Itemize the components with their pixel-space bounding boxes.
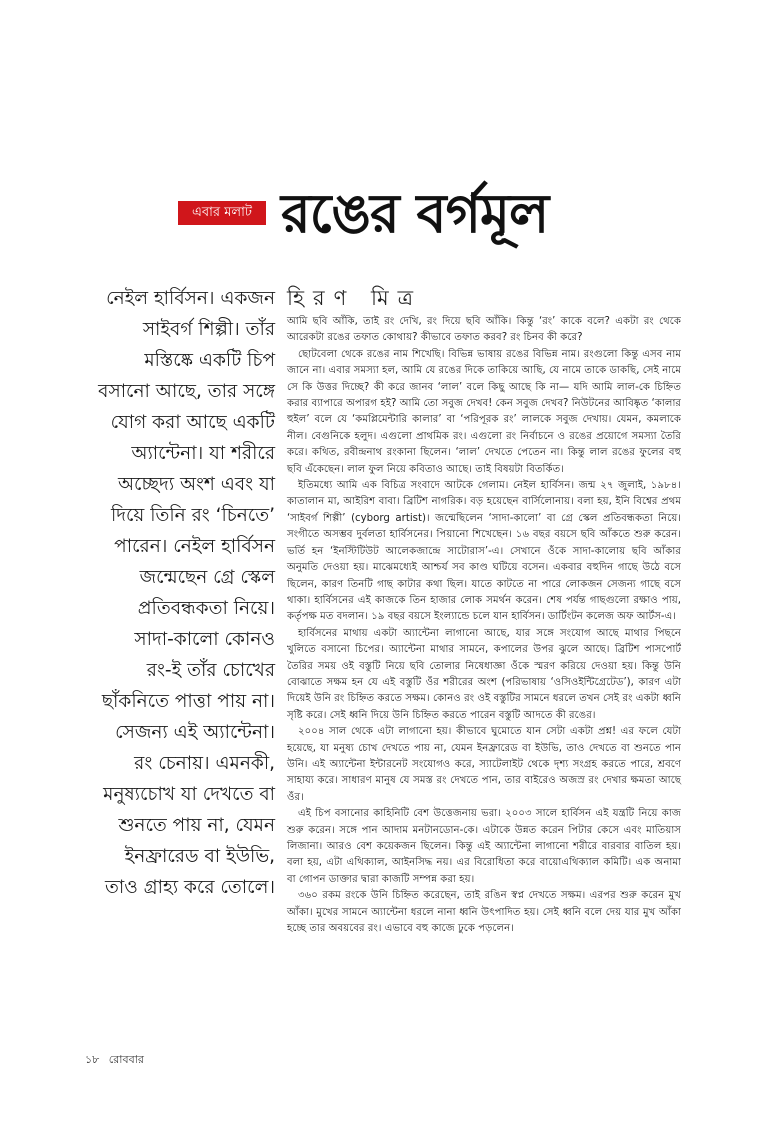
pull-quote-line: রং-ই তাঁর চোখের xyxy=(146,660,275,681)
pull-quote-line: ছাঁকনিতে পাত্তা পায় না। xyxy=(101,691,275,712)
pull-quote-line: অচ্ছেদ্য অংশ এবং যা xyxy=(118,474,275,495)
pull-quote-line: প্রতিবন্ধকতা নিয়ে। xyxy=(137,598,275,619)
pull-quote-line: বসানো আছে, তার সঙ্গে xyxy=(98,381,275,402)
section-kicker-badge: এবার মলাট xyxy=(178,201,266,225)
pull-quote-line: অ্যান্টেনা। যা শরীরে xyxy=(131,443,275,464)
pull-quote-line: নেইল হার্বিসন। একজন xyxy=(106,288,275,309)
pull-quote-line: জন্মেছেন গ্রে স্কেল xyxy=(139,567,275,588)
body-paragraph: হার্বিসনের মাথায় একটা অ্যান্টেনা লাগানো আছে, যার সঙ্গে সংযোগ আছে মাথার পিছনে খুলিতে বসানো চিপের। অ্যান্টেনা মাথার সামনে, কপালের উপর ঝুলে আছে। ব্রিটিশ পাসপোর্ট তৈরির সময় ওই বস্তুটি নিয়ে ছবি তোলার নিষেধাজ্ঞা ওঁকে স্মরণ করিয়ে দেওয়া হয়। কিন্তু উনি বোঝাতে সক্ষম হন যে এই বস্তুটি ওঁর শরীরের অংশ (পরিভাষায় ‘ওসিওইন্টিগ্রেটেড’), কারণ এটা দিয়েই উনি রং চিহ্নিত করতে সক্ষম। কোনও রং ওই বস্তুটির সামনে ধরলে তখন সেই রং একটা ধ্বনি সৃষ্টি করে। সেই ধ্বনি দিয়ে উনি চিহ্নিত করতে পারেন বস্তুটি আদতে কী রঙের। xyxy=(287,627,681,721)
article-title: রঙের বর্গমূল xyxy=(281,182,549,245)
page-footer xyxy=(85,1052,144,1068)
pull-quote-line: যোগ করা আছে একটি xyxy=(110,412,275,433)
pull-quote-line: সাদা-কালো কোনও xyxy=(134,629,275,650)
pull-quote-line: পারেন। নেইল হার্বিসন xyxy=(114,536,275,557)
pull-quote xyxy=(75,283,275,903)
pull-quote-line: তাও গ্রাহ্য করে তোলে। xyxy=(105,877,275,898)
pull-quote-line: শুনতে পায় না, যেমন xyxy=(118,815,275,836)
pull-quote-line: মনুষ্যচোখ যা দেখতে বা xyxy=(103,784,275,805)
body-paragraph: আমি ছবি আঁকি, তাই রং দেখি, রং দিয়ে ছবি আঁকি। কিন্তু ‘রং’ কাকে বলে? একটা রং থেকে আরেকটা রঙের তফাত কোথায়? কীভাবে তফাত করব? রং চিনব কী করে? xyxy=(287,316,681,344)
pull-quote-line: সেজন্য এই অ্যান্টেনা। xyxy=(115,722,275,743)
page-number: ১৮ xyxy=(85,1053,100,1066)
pull-quote-line: রং চেনায়। এমনকী, xyxy=(134,753,275,774)
pull-quote-line: মস্তিষ্কে একটি চিপ xyxy=(144,350,275,371)
author-byline: হিরণ মিত্র xyxy=(287,286,423,310)
pull-quote-line: ইনফ্রারেড বা ইউভি, xyxy=(124,846,275,867)
pull-quote-line: দিয়ে তিনি রং ‘চিনতে’ xyxy=(110,505,275,526)
body-paragraph: ছোটবেলা থেকে রঙের নাম শিখেছি। বিভিন্ন ভাষায় রঙের বিভিন্ন নাম। রংগুলো কিন্তু এসব নাম জানে না। এবার সমস্যা হল, আমি যে রঙের দিকে তাকিয়ে আছি, যে নামে তাকে ডাকছি, সেই নামে সে কি উত্তর দিচ্ছে? কী করে জানব ‘লাল’ বলে কিছু আছে কি না— যদি আমি লাল-কে চিহ্নিত করার ব্যাপারে অপারগ হই? আমি তো সবুজ দেখব! কেন সবুজ দেখব? নিউটনের আবিষ্কৃত ‘কালার হুইল’ বলে যে ‘কমপ্লিমেন্টারি কালার’ বা ‘পরিপূরক রং’ লালকে সবুজ দেখায়। যেমন, কমলাকে নীল। বেগুনিকে হলুদ। এগুলো প্রাথমিক রং। এগুলো রং নির্বাচনে ও রঙের প্রয়োগে সমস্যা তৈরি করে। কথিত, রবীন্দ্রনাথ রংকানা ছিলেন। ‘লাল’ দেখতে পেতেন না। কিন্তু লাল রঙের ফুলের বহু ছবি এঁকেছেন। লাল ফুল নিয়ে কবিতাও আছে। তাই বিষয়টা বিতর্কিত। xyxy=(287,348,681,475)
article-body xyxy=(287,314,681,937)
body-paragraph: এই চিপ বসানোর কাহিনিটি বেশ উত্তেজনায় ভরা। ২০০৩ সালে হার্বিসন এই যন্ত্রটি নিয়ে কাজ শুরু করেন। সঙ্গে পান আদাম মনটানডোন-কে। এটাকে উন্নত করেন পিটার কেসে এবং মাতিয়াস লিজানা। আরও বেশ কয়েকজন ছিলেন। কিন্তু এই অ্যান্টেনা লাগানো শরীরে বারবার বাতিল হয়। বলা হয়, এটা এথিক্যাল, আইনসিদ্ধ নয়। এর বিরোধিতা করে বায়োএথিক্যাল কমিটি। এক অনামা বা গোপন ডাক্তার দ্বারা কাজটি সম্পন্ন করা হয়। xyxy=(287,808,681,885)
body-paragraph: ৩৬০ রকম রংকে উনি চিহ্নিত করেছেন, তাই রঙিন স্বপ্ন দেখতে সক্ষম। এরপর শুরু করেন মুখ আঁকা। মুখের সামনে অ্যান্টেনা ধরলে নানা ধ্বনি উৎপাদিত হয়। সেই ধ্বনি বলে দেয় যার মুখ আঁকা হচ্ছে তার অবয়বের রং। এভাবে বহু কাজে ঢুকে পড়লেন। xyxy=(287,890,681,935)
section-name: রোববার xyxy=(108,1053,144,1066)
body-paragraph: ২০০৪ সাল থেকে এটা লাগানো হয়। কীভাবে ঘুমোতে যান সেটা একটা প্রশ্ন! এর ফলে যেটা হয়েছে, যা মনুষ্য চোখ দেখতে পায় না, যেমন ইনফ্রারেড বা ইউভি, তাও দেখতে বা শুনতে পান উনি। এই অ্যান্টেনা ইন্টারনেট সংযোগও করে, স্যাটেলাইট থেকে দৃশ্য সংগ্রহ করতে পারে, শ্রবণে সাহায্য করে। সাধারণ মানুষ যে সমস্ত রং দেখতে পান, তার বাইরেও অজস্র রং দেখার ক্ষমতা আছে ওঁর। xyxy=(287,726,681,803)
pull-quote-line: সাইবর্গ শিল্পী। তাঁর xyxy=(142,319,275,340)
body-paragraph: ইতিমধ্যে আমি এক বিচিত্র সংবাদে আটকে গেলাম। নেইল হার্বিসন। জন্ম ২৭ জুলাই, ১৯৮৪। কাতালান মা, আইরিশ বাবা। ব্রিটিশ নাগরিক। বড় হয়েছেন বার্সিলোনায়। বলা হয়, ইনি বিশ্বের প্রথম ‘সাইবর্গ শিল্পী’ (cyborg artist)। জন্মেছিলেন ‘সাদা-কালো’ বা গ্রে স্কেল প্রতিবন্ধকতা নিয়ে। সংগীতে অসম্ভব দুর্বলতা হার্বিসনের। পিয়ানো শিখেছেন। ১৬ বছর বয়সে ছবি আঁকতে শুরু করেন। ভর্তি হন ‘ইনস্টিটিউট আলেকজান্দ্রে সাটোরাস’-এ। সেখানে ওঁকে সাদা-কালোয় ছবি আঁকার অনুমতি দেওয়া হয়। মাঝেমধ্যেই আশ্চর্য সব কাণ্ড ঘটিয়ে বসেন। একবার বহুদিন গাছে উঠে বসে ছিলেন, কারণ তিনটি গাছ কাটার কথা ছিল। যাতে কাটতে না পারে লোকজন সেজন্য গাছে বসে থাকা। হার্বিসনের এই কাজকে তিন হাজার লোক সমর্থন করেন। শেষ পর্যন্ত গাছগুলো রক্ষাও পায়, কর্তৃপক্ষ মত বদলান। ১৯ বছর বয়সে ইংল্যান্ডে চলে যান হার্বিসন। ডার্টিংটন কলেজ অফ আর্টস-এ। xyxy=(287,480,681,623)
